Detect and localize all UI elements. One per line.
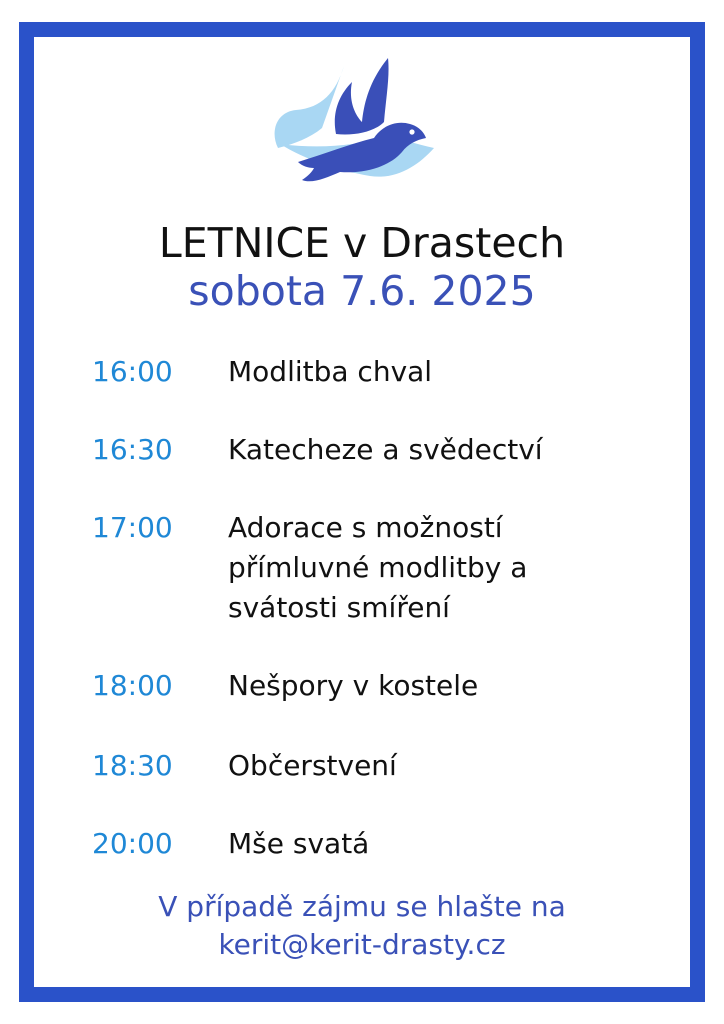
schedule-time: 16:00	[92, 355, 173, 388]
schedule-time: 16:30	[92, 433, 173, 466]
activity-line: Občerstvení	[228, 749, 397, 782]
schedule-time: 18:00	[92, 669, 173, 702]
activity-line: svátosti smíření	[228, 591, 450, 624]
activity-line: Modlitba chval	[228, 355, 433, 388]
activity-line: přímluvné modlitby a	[228, 551, 528, 584]
event-date: sobota 7.6. 2025	[188, 267, 536, 315]
activity-line: Katecheze a svědectví	[228, 433, 543, 466]
schedule-activity	[228, 508, 688, 628]
contact-email[interactable]: kerit@kerit-drasty.cz	[218, 928, 506, 961]
activity-line: Nešpory v kostele	[228, 669, 479, 702]
contact-note: V případě zájmu se hlašte na	[158, 890, 566, 923]
schedule-activity	[228, 352, 688, 392]
schedule-time: 17:00	[92, 511, 173, 544]
schedule-time: 18:30	[92, 749, 173, 782]
dove-icon	[266, 52, 438, 186]
schedule-activity	[228, 666, 688, 706]
schedule-activity	[228, 430, 688, 470]
schedule-activity	[228, 746, 688, 786]
schedule-activity	[228, 824, 688, 864]
schedule-time: 20:00	[92, 827, 173, 860]
activity-line: Mše svatá	[228, 827, 370, 860]
activity-line: Adorace s možností	[228, 511, 503, 544]
event-title: LETNICE v Drastech	[158, 219, 566, 267]
